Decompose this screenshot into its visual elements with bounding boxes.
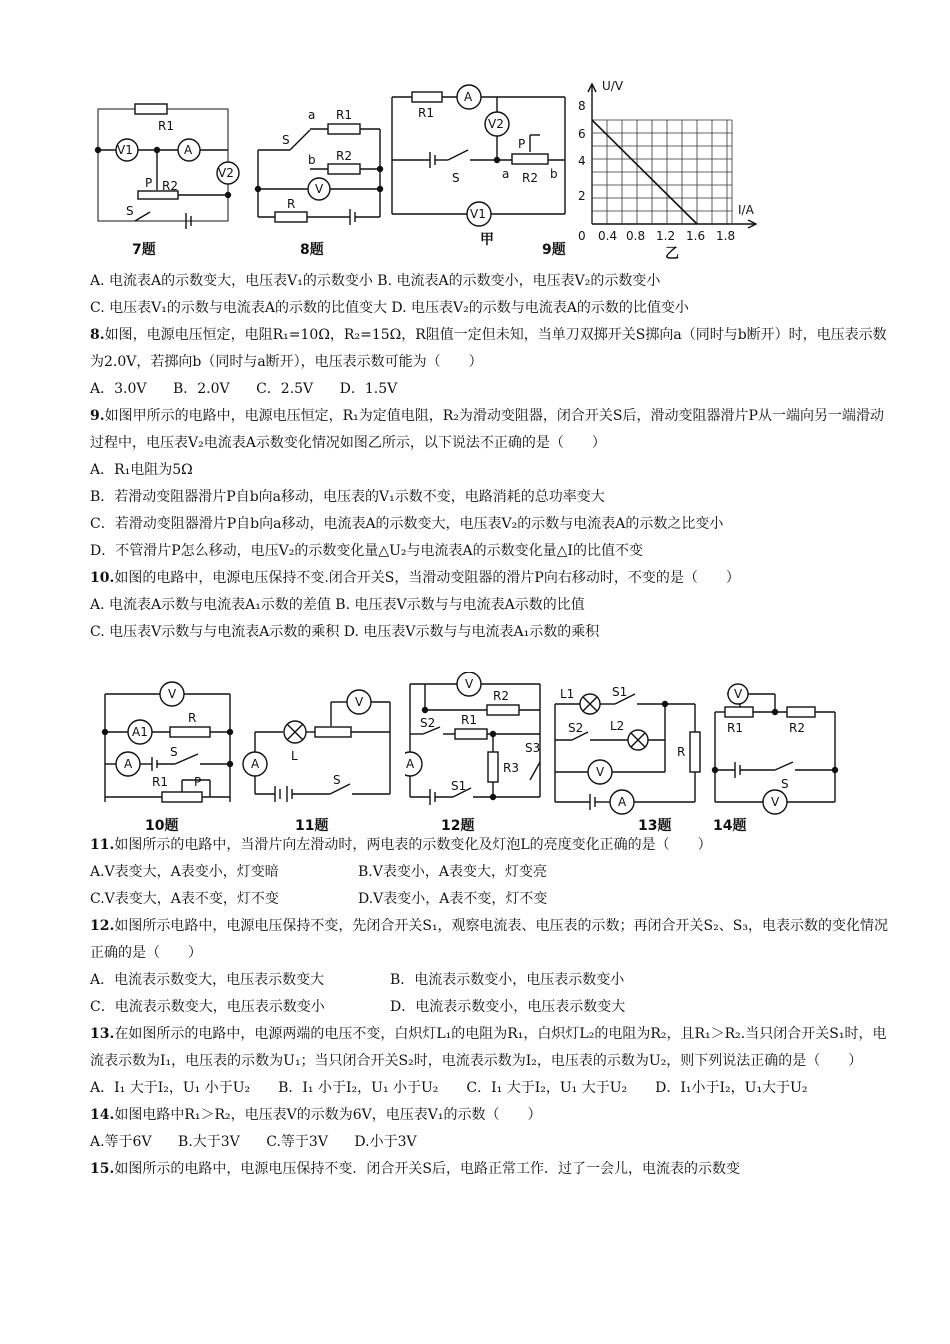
fig11-label-V: V bbox=[355, 695, 364, 709]
fig12-label-V: V bbox=[465, 677, 474, 691]
figure-row-middle bbox=[90, 672, 890, 837]
q14-number: 14. bbox=[90, 1107, 115, 1123]
fig14-label-V1: V bbox=[734, 687, 743, 701]
q9-option-d: D．不管滑片P怎么移动，电压V₂的示数变化量△U₂与电流表A的示数变化量△I的比值不变 bbox=[90, 543, 643, 559]
fig10-label-R1: R1 bbox=[152, 775, 168, 789]
q12-stem: 如图所示电路中，电源电压保持不变，先闭合开关S₁，观察电流表、电压表的示数；再闭合开关S₂、S₃，电表示数的变化情况正确的是（ ） bbox=[90, 918, 888, 961]
fig7-label-V2: V2 bbox=[218, 166, 234, 180]
graph-ytick-4: 4 bbox=[578, 154, 586, 168]
q9-option-c: C．若滑动变阻器滑片P自b向a移动，电流表A的示数变大，电压表V₂的示数与电流表A的示数之比变小 bbox=[90, 516, 724, 532]
fig9a-label-A: A bbox=[464, 90, 473, 104]
fig12-label-S3: S3 bbox=[525, 741, 541, 755]
graph-ytick-0: 0 bbox=[578, 229, 586, 243]
fig10-label-V: V bbox=[168, 687, 177, 701]
question-13 bbox=[90, 1021, 890, 1075]
q11-stem: 如图所示的电路中，当滑片向左滑动时，两电表的示数变化及灯泡L的亮度变化正确的是（ ） bbox=[114, 837, 712, 853]
q12-option-c: C．电流表示数变大，电压表示数变小 bbox=[90, 999, 325, 1015]
q8-option-d: D．1.5V bbox=[339, 381, 398, 397]
figure-row-top bbox=[90, 72, 890, 262]
q11-options-row-1 bbox=[90, 859, 890, 886]
q12-options-row-2 bbox=[90, 994, 890, 1021]
fig13-label-S1: S1 bbox=[612, 685, 628, 699]
caption-q7: 7题 bbox=[132, 242, 156, 258]
fig8-label-R1: R1 bbox=[336, 108, 352, 122]
caption-q11: 11题 bbox=[295, 818, 329, 834]
fig13-label-S2: S2 bbox=[568, 721, 584, 735]
q11-option-c: C.V表变大，A表不变，灯不变 bbox=[90, 891, 279, 907]
fig9a-label-R1: R1 bbox=[418, 106, 434, 120]
q11-option-a: A.V表变大，A表变小，灯变暗 bbox=[90, 864, 279, 880]
q8-option-a: A．3.0V bbox=[90, 381, 147, 397]
questions-block-1 bbox=[90, 268, 890, 646]
fig10-label-P: P bbox=[194, 775, 202, 789]
q8-number: 8. bbox=[90, 327, 105, 343]
caption-q8: 8题 bbox=[300, 242, 324, 258]
q12-option-a: A．电流表示数变大，电压表示数变大 bbox=[90, 972, 325, 988]
q12-option-d: D．电流表示数变小，电压表示数变大 bbox=[390, 999, 626, 1015]
question-9 bbox=[90, 403, 890, 457]
q8-options bbox=[90, 376, 890, 403]
graph-xlabel: I/A bbox=[738, 203, 754, 217]
q9-option-b: B．若滑动变阻器滑片P自b向a移动，电压表的V₁示数不变，电路消耗的总功率变大 bbox=[90, 489, 605, 505]
q12-option-b: B．电流表示数变小，电压表示数变小 bbox=[390, 972, 625, 988]
fig11-label-L: L bbox=[291, 749, 298, 763]
circuit-figure-14 bbox=[705, 672, 845, 837]
fig9a-label-a: a bbox=[502, 167, 510, 181]
q10-number: 10. bbox=[90, 570, 115, 586]
q14-stem: 如图电路中R₁＞R₂，电压表V的示数为6V，电压表V₁的示数（ ） bbox=[114, 1107, 542, 1123]
circuit-figure-12 bbox=[405, 672, 550, 837]
graph-ytick-2: 2 bbox=[578, 189, 586, 203]
circuit-figure-8 bbox=[250, 72, 400, 262]
circuit-figure-7 bbox=[90, 72, 250, 262]
fig9a-label-b: b bbox=[550, 167, 558, 181]
questions-block-2 bbox=[90, 832, 890, 1183]
q9-stem: 如图甲所示的电路中，电源电压恒定，R₁为定值电阻，R₂为滑动变阻器，闭合开关S后，滑动变阻器滑片P从一端向另一端滑动过程中，电压表V₂电流表A示数变化情况如图乙所示，以下说法不正确的是（ ） bbox=[90, 408, 884, 451]
fig12-label-R2: R2 bbox=[493, 689, 509, 703]
q14-option-b: B.大于3V bbox=[178, 1134, 240, 1150]
q11-option-b: B.V表变小，A表变大，灯变亮 bbox=[358, 864, 547, 880]
caption-q13: 13题 bbox=[638, 818, 672, 834]
q13-options: A．I₁ 大于I₂，U₁ 小于U₂ B．I₁ 小于I₂，U₁ 小于U₂ C．I₁ 大于I₂，U₁ 大于U₂ D．I₁小于I₂，U₁大于U₂ bbox=[90, 1080, 808, 1096]
fig12-label-R1: R1 bbox=[461, 713, 477, 727]
fig11-label-A: A bbox=[251, 757, 260, 771]
fig8-label-a: a bbox=[308, 108, 316, 122]
caption-q14: 14题 bbox=[713, 818, 747, 834]
q10-options-row-2: C. 电压表V示数与与电流表A示数的乘积 D. 电压表V示数与与电流表A₁示数的乘积 bbox=[90, 624, 600, 640]
graph-ylabel: U/V bbox=[602, 79, 624, 93]
fig7-label-S: S bbox=[126, 204, 134, 218]
question-15 bbox=[90, 1156, 890, 1183]
fig11-label-S: S bbox=[333, 773, 341, 787]
q7-options-row-1: A. 电流表A的示数变大，电压表V₁的示数变小 B. 电流表A的示数变小，电压表V₂的示数变小 bbox=[90, 273, 661, 289]
q12-options-row-1 bbox=[90, 967, 890, 994]
caption-q12: 12题 bbox=[441, 818, 475, 834]
graph-ytick-6: 6 bbox=[578, 127, 586, 141]
question-8 bbox=[90, 322, 890, 376]
fig13-label-L1: L1 bbox=[560, 687, 575, 701]
q9-option-a: A．R₁电阻为5Ω bbox=[90, 462, 193, 478]
q11-number: 11. bbox=[90, 837, 115, 853]
caption-yi: 乙 bbox=[665, 246, 679, 262]
question-10 bbox=[90, 565, 890, 592]
fig13-label-L2: L2 bbox=[610, 719, 625, 733]
question-14 bbox=[90, 1102, 890, 1129]
q14-option-d: D.小于3V bbox=[354, 1134, 417, 1150]
q15-stem: 如图所示的电路中，电源电压保持不变．闭合开关S后，电路正常工作．过了一会儿，电流表的示数变 bbox=[114, 1161, 740, 1177]
q10-options-row-1: A. 电流表A示数与电流表A₁示数的差值 B. 电压表V示数与与电流表A示数的比值 bbox=[90, 597, 585, 613]
fig7-label-V1: V1 bbox=[117, 143, 133, 157]
fig9a-label-P: P bbox=[518, 137, 526, 151]
fig14-label-V: V bbox=[771, 795, 780, 809]
question-12 bbox=[90, 913, 890, 967]
q10-stem: 如图的电路中，电源电压保持不变.闭合开关S，当滑动变阻器的滑片P向右移动时，不变的是（ ） bbox=[114, 570, 740, 586]
q14-option-a: A.等于6V bbox=[90, 1134, 152, 1150]
fig13-label-R: R bbox=[677, 745, 686, 759]
q14-options bbox=[90, 1129, 890, 1156]
fig10-label-R: R bbox=[188, 711, 197, 725]
graph-xtick-1.6: 1.6 bbox=[686, 229, 706, 243]
fig12-label-R3: R3 bbox=[503, 761, 519, 775]
q8-stem: 如图，电源电压恒定，电阻R₁=10Ω，R₂=15Ω，R阻值一定但未知，当单刀双掷开关S掷向a（同时与b断开）时，电压表示数为2.0V，若掷向b（同时与a断开），电压表示数可能为（ ） bbox=[90, 327, 887, 370]
fig12-label-S1: S1 bbox=[451, 779, 467, 793]
graph-xtick-0.8: 0.8 bbox=[626, 229, 646, 243]
fig10-label-A1: A1 bbox=[132, 725, 148, 739]
fig9a-label-R2: R2 bbox=[522, 171, 538, 185]
graph-xtick-1.2: 1.2 bbox=[656, 229, 676, 243]
q14-option-c: C.等于3V bbox=[266, 1134, 328, 1150]
fig8-label-b: b bbox=[308, 153, 316, 167]
caption-jia: 甲 bbox=[480, 232, 494, 248]
graph-xtick-1.8: 1.8 bbox=[716, 229, 736, 243]
fig7-label-R2: R2 bbox=[162, 179, 178, 193]
fig8-label-V: V bbox=[315, 182, 324, 196]
fig9a-label-V1: V1 bbox=[470, 207, 486, 221]
q13-number: 13. bbox=[90, 1026, 115, 1042]
fig13-label-V: V bbox=[596, 765, 605, 779]
q11-options-row-2 bbox=[90, 886, 890, 913]
q12-number: 12. bbox=[90, 918, 115, 934]
circuit-figure-11 bbox=[235, 672, 400, 837]
fig9a-label-S: S bbox=[452, 171, 460, 185]
fig10-label-A: A bbox=[124, 757, 133, 771]
fig8-label-R: R bbox=[287, 197, 296, 211]
fig12-label-S2: S2 bbox=[420, 716, 436, 730]
q8-option-c: C．2.5V bbox=[256, 381, 314, 397]
fig14-label-R2: R2 bbox=[789, 721, 805, 735]
fig13-label-A: A bbox=[618, 795, 627, 809]
caption-q10: 10题 bbox=[145, 818, 179, 834]
fig9a-label-V2: V2 bbox=[488, 117, 504, 131]
q7-options-row-2: C. 电压表V₁的示数与电流表A的示数的比值变大 D. 电压表V₂的示数与电流表A的示数的比值变小 bbox=[90, 300, 689, 316]
fig7-label-R1: R1 bbox=[158, 119, 174, 133]
fig10-label-S: S bbox=[170, 745, 178, 759]
graph-ytick-8: 8 bbox=[578, 99, 586, 113]
q15-number: 15. bbox=[90, 1161, 115, 1177]
q11-option-d: D.V表变小，A表不变，灯不变 bbox=[358, 891, 548, 907]
fig8-label-S: S bbox=[282, 133, 290, 147]
fig12-label-A: A bbox=[406, 757, 415, 771]
fig14-label-R1: R1 bbox=[727, 721, 743, 735]
question-11 bbox=[90, 832, 890, 859]
fig7-label-P: P bbox=[145, 176, 153, 190]
fig14-label-S: S bbox=[781, 777, 789, 791]
graph-xtick-0.4: 0.4 bbox=[598, 229, 618, 243]
fig7-label-A: A bbox=[184, 143, 193, 157]
circuit-figure-13 bbox=[550, 672, 710, 837]
circuit-figure-9a bbox=[390, 72, 590, 262]
q13-stem: 在如图所示的电路中，电源两端的电压不变，白炽灯L₁的电阻为R₁，白炽灯L₂的电阻为R₂，且R₁＞R₂.当只闭合开关S₁时，电流表示数为I₁，电压表的示数为U₁；当只闭合开关S₂时，电流表示数为I₂，电压表的示数为U₂，则下列说法正确的是（ ） bbox=[90, 1026, 887, 1069]
graph-grid bbox=[592, 120, 732, 224]
fig8-label-R2: R2 bbox=[336, 149, 352, 163]
q9-number: 9. bbox=[90, 408, 105, 424]
circuit-figure-10 bbox=[90, 672, 240, 837]
graph-figure-9b bbox=[570, 72, 770, 262]
caption-q9: 9题 bbox=[542, 242, 566, 258]
q8-option-b: B．2.0V bbox=[172, 381, 230, 397]
